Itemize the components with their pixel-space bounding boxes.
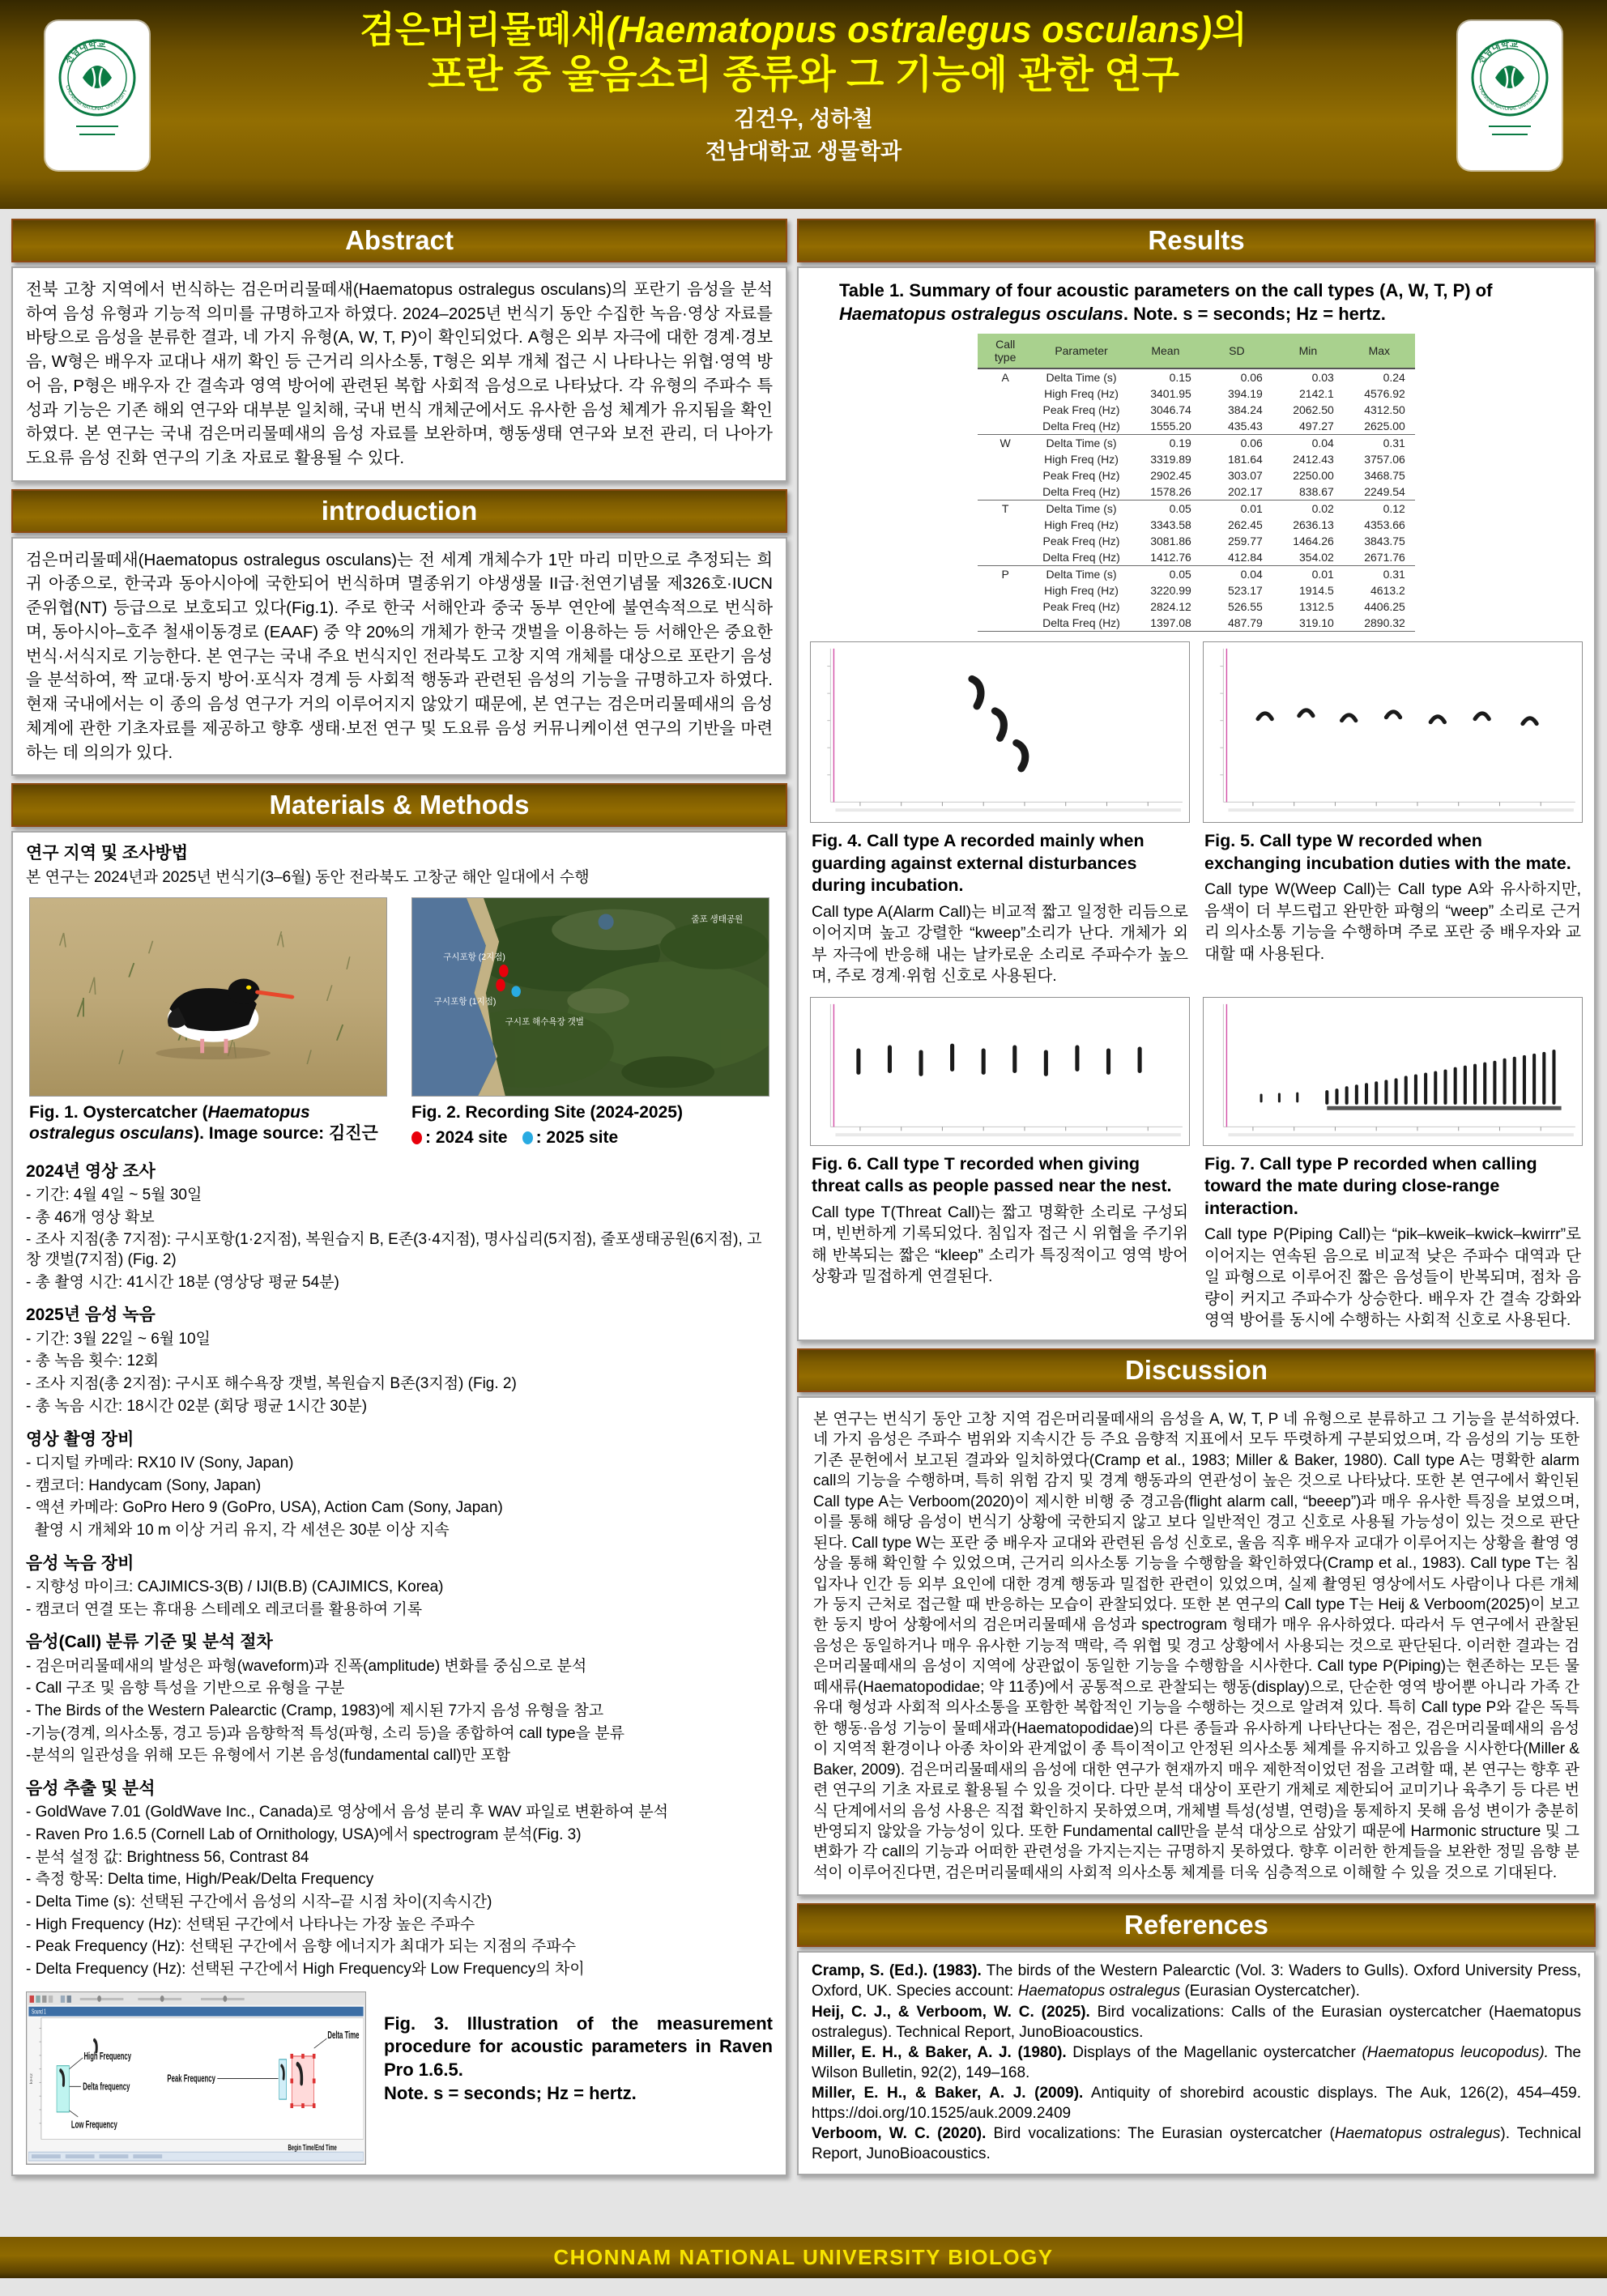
method-line: - 기간: 4월 4일 ~ 5월 30일 xyxy=(26,1186,202,1204)
fig3-selection-box xyxy=(290,2054,315,2108)
method-line: - 액션 카메라: GoPro Hero 9 (GoPro, USA), Action Cam (Sony, Japan) xyxy=(26,1499,503,1517)
logo-english-text: CHONNAM NATIONAL UNIVERSITY xyxy=(1477,84,1541,113)
figure-3-caption xyxy=(384,2013,773,2105)
table-cell: Delta Time (s) xyxy=(1046,371,1117,385)
reference-item xyxy=(812,2043,1581,2083)
poster-title-line1 xyxy=(0,10,1607,50)
table-cell: High Freq (Hz) xyxy=(1044,453,1119,466)
methods-section-header: Materials & Methods xyxy=(11,783,787,827)
table-row xyxy=(978,418,1415,435)
site-2024-dot-icon xyxy=(411,1131,422,1144)
col-header-mean: Mean xyxy=(1130,334,1201,368)
right-column xyxy=(797,219,1596,2183)
references-section-header: References xyxy=(797,1903,1596,1947)
col-header-parameter: Parameter xyxy=(1033,334,1130,368)
table-cell xyxy=(978,615,1033,632)
figure-4-caption: Fig. 4. Call type A recorded mainly when guarding against external disturbances during incubation. xyxy=(812,831,1145,896)
table-cell: 1412.76 xyxy=(1150,551,1191,564)
method-line: - Call 구조 및 음향 특성을 기반으로 유형을 구분 xyxy=(26,1680,345,1698)
discussion-body: 본 연구는 번식기 동안 고창 지역 검은머리물떼새의 음성을 A, W, T, P 네 유형으로 분류하고 그 기능을 분석하였다. 네 가지 음성은 주파수 범위와 지속시간 등 주요 음향적 지표에서 모두 뚜렷하게 구분되었으며, 각 음성의 기능 또한 기존 문헌에서 보고된 결과와 일치하였다(Cramp et al., 1983; Miller & Baker, 1980). Call type A는 명확한 alarm call의 기능을 수행하며, 특히 위험 감지 및 경계 행동과의 연관성이 높은 것으로 나타났다. 또한 본 연구에서 확인된 Call type A는 Verboom(2020)이 제시한 비행 중 경고음(flight alarm call, “beeep”)과 매우 유사한 특징을 보였으며, 이를 통해 해당 음성이 번식기 상황에 국한되지 않고 보다 일반적인 경고 신호로 사용될 가능성이 있는 것으로 판단된다. Call type W는 포란 중 배우자 교대와 관련된 음성 신호로, 울음 직후 배우자 교대가 이루어지는 상황을 촬영 영상을 통해 확인할 수 있었으며, 근거리 의사소통 기능을 수행함을 확인하였다(Cramp et al., 1983). Call type T는 침입자나 인간 등 외부 요인에 대한 경계 행동과 밀접한 관련이 있었으며, 실제 촬영된 영상에서도 사람이나 다른 개체가 둥지 근처로 접근할 때 반응하는 모습이 관찰되었다. 또한 본 연구의 Call type T는 Heij & Verboom(2025)이 보고한 둥지 방어 상황에서의 검은머리물떼새 음성과 spectrogram 형태가 매우 유사하였다. 따라서 두 연구에서 관찰된 음성은 동일하거나 매우 유사한 기능적 맥락, 즉 위협 및 경고 상황에서 사용되는 것으로 판단된다. 이러한 결과는 검은머리물떼새의 음성이 지역에 상관없이 동일한 기능을 수행함을 시사한다. Call type P(Piping)는 현존하는 모든 물떼새류(Haematopodidae; 약 11종)에서 공통적으로 관찰되는 행동(display)으로, 단순한 영역 방어뿐 아니라 가족 간 유대 형성과 사회적 의사소통을 포함한 복합적인 기능을 수행하는 것으로 알려져 있다. 특히 Call type P와 같은 독특한 행동·음성 기능이 물떼새과(Haematopodidae)의 다른 종들과 유사하게 나타난다는 점은, 검은머리물떼새의 음성이 지역적 환경이나 아종 차이와 관계없이 종 특이적이고 안정된 의사소통 체계를 유지하고 있음을 시사한다(Miller & Baker, 2009). 검은머리물떼새의 음성에 대한 연구가 현재까지 매우 제한적이었던 점을 고려할 때, 본 연구는 향후 관련 연구의 기초 자료로 활용될 수 있을 것이다. 다만 분석 대상이 포란기 개체로 제한되어 교미기나 육추기 등 다른 번식 단계에서의 음성 사용은 직접 확인하지 못하였으며, 개체별 특성(성별, 연령)을 통제하지 못해 음성 변이가 충분히 반영되지 않았을 가능성이 있다. 또한 Fundamental call만을 분석 대상으로 삼았기 때문에 Harmonic structure 및 그 변화가 각 call의 기능과 어떠한 관련성을 가지는지는 규명하지 못하였다. 향후 이러한 한계들을 보완한 정밀 음향 분석이 이루어진다면, 검은머리물떼새의 사회적 의사소통 체계를 더욱 심층적으로 이해할 수 있을 것으로 기대된다. xyxy=(797,1396,1596,1896)
table-cell: A xyxy=(1001,371,1009,385)
methods-block-heading: 2024년 영상 조사 xyxy=(26,1161,156,1181)
svg-text:Sound 1: Sound 1 xyxy=(31,2008,46,2016)
fig3-high-frequency-label: High Frequency xyxy=(83,2050,132,2063)
title-species-latin: (Haematopus ostralegus osculans) xyxy=(606,9,1213,50)
table-cell: 2249.54 xyxy=(1364,485,1405,499)
figure-1-caption xyxy=(29,1102,387,1145)
method-line: -분석의 일관성을 위해 모든 유형에서 기본 음성(fundamental call)만 포함 xyxy=(26,1747,511,1765)
table-cell: 303.07 xyxy=(1228,469,1263,483)
references-body xyxy=(797,1951,1596,2175)
site-2025-dot-icon xyxy=(522,1131,533,1144)
reference-text: ). Technical Report, JunoBioacoustics. xyxy=(812,2124,1582,2163)
table-cell: 435.43 xyxy=(1228,420,1263,433)
table-cell: 2902.45 xyxy=(1150,469,1191,483)
figure-2-caption: Fig. 2. Recording Site (2024-2025) xyxy=(411,1103,683,1122)
left-column xyxy=(11,219,787,2183)
methods-area-body: 본 연구는 2024년과 2025년 번식기(3–6월) 동안 전라북도 고창군 해안 일대에서 수행 xyxy=(26,868,590,886)
table-cell: Delta Time (s) xyxy=(1046,437,1117,450)
table-title-species: Haematopus ostralegus osculans xyxy=(839,303,1123,324)
methods-body xyxy=(11,831,787,2176)
reference-text: The birds of the Western Palearctic (Vol. 3: Waders to Gulls). Oxford University Press, Oxford, UK. Species account: xyxy=(812,1962,1581,2000)
table-cell: 202.17 xyxy=(1228,485,1263,499)
table-cell xyxy=(978,402,1033,418)
reference-text: Bird vocalizations: The Eurasian oystercatcher ( xyxy=(986,2124,1335,2142)
reference-item xyxy=(812,1961,1581,2001)
table-cell: 526.55 xyxy=(1228,600,1263,614)
figure-5-body: Call type W(Weep Call)는 Call type A와 유사하지만, 음색이 더 부드럽고 완만한 파형의 “weep” 소리로 근거리 의사소통 기능을 수행하며 주로 포란 중 배우자와 교대할 때 사용된다. xyxy=(1204,880,1581,963)
table-cell: 4576.92 xyxy=(1364,387,1405,401)
reference-italic: Haematopus ostralegus xyxy=(1334,2124,1501,2142)
table-cell: 0.05 xyxy=(1169,502,1191,516)
table-row xyxy=(978,549,1415,566)
table-cell: 1312.5 xyxy=(1299,600,1334,614)
table-row xyxy=(978,533,1415,549)
table-header-row xyxy=(978,334,1415,368)
svg-text:kHz: kHz xyxy=(29,2072,34,2085)
table-row xyxy=(978,517,1415,533)
table-cell: 0.04 xyxy=(1311,437,1334,450)
table-cell: Peak Freq (Hz) xyxy=(1042,535,1120,548)
table-cell: High Freq (Hz) xyxy=(1044,387,1119,401)
table-cell: 4353.66 xyxy=(1364,518,1405,532)
table-cell: 2250.00 xyxy=(1293,469,1334,483)
methods-block-heading: 음성(Call) 분류 기준 및 분석 절차 xyxy=(26,1633,273,1652)
method-line: - 측정 항목: Delta time, High/Peak/Delta Frequency xyxy=(26,1871,374,1889)
legend-2024-label: : 2024 site xyxy=(425,1128,508,1148)
methods-block-lines xyxy=(26,1186,773,1293)
methods-block-heading: 2025년 음성 녹음 xyxy=(26,1306,156,1325)
table-cell: 1555.20 xyxy=(1150,420,1191,433)
method-line: - 분석 설정 값: Brightness 56, Contrast 84 xyxy=(26,1848,309,1866)
spectrogram-row-1 xyxy=(810,641,1583,987)
methods-block-lines xyxy=(26,1454,773,1541)
methods-block-lines xyxy=(26,1330,773,1417)
table-row xyxy=(978,435,1415,452)
spectrogram-call-w xyxy=(1203,641,1583,823)
table-cell: 181.64 xyxy=(1228,453,1263,466)
table-row xyxy=(978,483,1415,501)
abstract-body: 전북 고창 지역에서 번식하는 검은머리물떼새(Haematopus ostralegus osculans)의 포란기 음성을 분석하여 음성 유형과 기능적 의미를 규명하고자 하였다. 2024–2025년 번식기 동안 수집한 녹음·영상 자료를 바탕으로 음성을 분류한 결과, 네 가지 유형(A, W, T, P)이 확인되었다. A형은 외부 자극에 대한 경계·경보 음, W형은 배우자 교대나 새끼 확인 등 근거리 의사소통, T형은 외부 개체 접근 시 나타나는 위협·영역 방어 음, P형은 배우자 간 결속과 영역 방어에 관련된 복합 사회적 음성으로 나타났다. 각 유형의 주파수 특성과 기능은 기존 해외 연구와 대부분 일치해, 국내 번식 개체군에서도 유사한 음성 체계가 유지됨을 확인하였다. 본 연구는 국내 검은머리물떼새의 음성 자료를 보완하며, 행동생태 연구와 보전 관리, 더 나아가 도요류 음성 진화 연구의 기초 자료로 활용될 수 있다. xyxy=(11,266,787,482)
table-cell: 262.45 xyxy=(1228,518,1263,532)
reference-item xyxy=(812,2002,1581,2043)
table-row xyxy=(978,402,1415,418)
authors: 김건우, 성하철 xyxy=(734,106,873,131)
table-cell xyxy=(978,483,1033,501)
table-cell: 4613.2 xyxy=(1370,584,1405,598)
figure-7-body: Call type P(Piping Call)는 “pik–kweik–kwick–kwirrr”로 이어지는 연속된 음으로 비교적 낮은 주파수 대역과 단일 파형으로 이루어진 짧은 음성들이 반복되며, 점차 음량이 커지고 주파수가 상승한다. 배우자 간 결속 강화와 영역 방어를 동시에 수행하는 사회적 신호로 사용된다. xyxy=(1204,1225,1581,1330)
col-header-call-type: Call type xyxy=(978,334,1033,368)
footer-text: CHONNAM NATIONAL UNIVERSITY BIOLOGY xyxy=(553,2245,1054,2269)
table-cell: 259.77 xyxy=(1228,535,1263,548)
recording-site-map xyxy=(411,897,769,1097)
table-cell: 354.02 xyxy=(1299,551,1334,564)
table-cell: 2412.43 xyxy=(1293,453,1334,466)
university-seal-left xyxy=(45,21,149,170)
figure-2-legend xyxy=(411,1127,769,1148)
method-line: - Peak Frequency (Hz): 선택된 구간에서 음향 에너지가 최대가 되는 지점의 주파수 xyxy=(26,1938,577,1956)
table-cell: 394.19 xyxy=(1228,387,1263,401)
table-row xyxy=(978,501,1415,518)
figure-7-block xyxy=(1203,997,1583,1331)
table-cell: 3319.89 xyxy=(1150,453,1191,466)
spectrogram-call-a xyxy=(810,641,1190,823)
poster-title-line2: 포란 중 울음소리 종류와 그 기능에 관한 연구 xyxy=(428,53,1179,96)
fig1-caption-species: Haematopus ostralegus osculans xyxy=(29,1103,310,1144)
table-cell: 384.24 xyxy=(1228,403,1263,417)
table-cell xyxy=(978,386,1033,402)
methods-block-video-equipment xyxy=(26,1429,773,1541)
results-body xyxy=(797,266,1596,1341)
col-header-sd: SD xyxy=(1201,334,1272,368)
affiliation: 전남대학교 생물학과 xyxy=(705,138,902,164)
table-cell: 3757.06 xyxy=(1364,453,1405,466)
reference-authors: Miller, E. H., & Baker, A. J. (2009). xyxy=(812,2084,1084,2102)
figure-4-block xyxy=(810,641,1190,987)
table-cell: 0.03 xyxy=(1311,371,1334,385)
fig3-peak-frequency-label: Peak Frequency xyxy=(167,2072,215,2085)
table-cell: Delta Time (s) xyxy=(1046,502,1117,516)
table-cell: Peak Freq (Hz) xyxy=(1042,469,1120,483)
map-label: 구시포항 (2지점) xyxy=(443,952,505,963)
methods-block-lines xyxy=(26,1578,773,1620)
table-cell: 3081.86 xyxy=(1150,535,1191,548)
table-cell: 1464.26 xyxy=(1293,535,1334,548)
methods-figure-row xyxy=(29,897,769,1149)
col-header-min: Min xyxy=(1272,334,1344,368)
table-cell xyxy=(978,451,1033,467)
table-row xyxy=(978,566,1415,583)
table-row xyxy=(978,582,1415,598)
table-cell: 3220.99 xyxy=(1150,584,1191,598)
table-cell: Delta Freq (Hz) xyxy=(1042,485,1120,499)
method-line: - 지향성 마이크: CAJIMICS-3(B) / IJI(B.B) (CAJIMICS, Korea) xyxy=(26,1578,444,1595)
map-label: 구시포 해수욕장 갯벌 xyxy=(505,1017,584,1028)
fig3-note-text: Note. s = seconds; Hz = hertz. xyxy=(384,2082,637,2103)
table-cell: 3343.58 xyxy=(1150,518,1191,532)
table-cell: 2625.00 xyxy=(1364,420,1405,433)
method-line: - 디지털 카메라: RX10 IV (Sony, Japan) xyxy=(26,1454,294,1472)
table-cell: 2671.76 xyxy=(1364,551,1405,564)
reference-text: Displays of the Magellanic oystercatcher xyxy=(1066,2043,1362,2061)
spectrogram-call-t xyxy=(810,997,1190,1146)
methods-block-lines xyxy=(26,1803,773,1980)
logo-korean-text: 전남대학교 xyxy=(62,39,107,66)
map-label: 줄포 생태공원 xyxy=(691,914,744,925)
table-row xyxy=(978,615,1415,632)
fig3-caption-text: Fig. 3. Illustration of the measurement procedure for acoustic parameters in Raven Pro 1.6.5. xyxy=(384,2013,773,2080)
method-line: - Delta Frequency (Hz): 선택된 구간에서 High Frequency와 Low Frequency의 차이 xyxy=(26,1961,585,1979)
table-cell: 0.06 xyxy=(1240,437,1263,450)
methods-block-heading: 영상 촬영 장비 xyxy=(26,1429,134,1449)
method-line: -기능(경계, 의사소통, 경고 등)과 음향학적 특성(파형, 소리 등)을 종합하여 call type을 분류 xyxy=(26,1724,624,1742)
table-row xyxy=(978,368,1415,386)
table-cell: 412.84 xyxy=(1228,551,1263,564)
fig1-caption-part: Fig. 1. Oystercatcher ( xyxy=(29,1103,208,1122)
figure-5-caption: Fig. 5. Call type W recorded when exchanging incubation duties with the mate. xyxy=(1204,831,1571,873)
table-cell: 2142.1 xyxy=(1299,387,1334,401)
table-cell: P xyxy=(1001,568,1009,581)
methods-block-extraction xyxy=(26,1778,773,1980)
title-korean-prefix: 검은머리물떼새 xyxy=(360,9,607,50)
table-cell: 497.27 xyxy=(1299,420,1334,433)
figure-6-block xyxy=(810,997,1190,1331)
figure-3-row xyxy=(26,1991,773,2165)
table-cell: High Freq (Hz) xyxy=(1044,518,1119,532)
table-cell: 0.02 xyxy=(1311,502,1334,516)
table-cell: 0.12 xyxy=(1383,502,1405,516)
method-line: - 조사 지점(총 2지점): 구시포 해수욕장 갯벌, 복원습지 B존(3지점) (Fig. 2) xyxy=(26,1375,517,1393)
table-cell: Delta Time (s) xyxy=(1046,568,1117,581)
table-cell: Peak Freq (Hz) xyxy=(1042,600,1120,614)
table-cell: 0.31 xyxy=(1383,568,1405,581)
fig3-delta-frequency-label: Delta frequency xyxy=(83,2081,130,2093)
figure-6-body: Call type T(Threat Call)는 짧고 명확한 소리로 구성되며, 빈번하게 기록되었다. 침입자 접근 시 위협을 주기위해 반복되는 짧은 “kleep” 소리가 특징적이고 영역 방어 상황과 밀접하게 연결된다. xyxy=(812,1203,1188,1286)
table-cell: 3046.74 xyxy=(1150,403,1191,417)
method-line: - 기간: 3월 22일 ~ 6월 10일 xyxy=(26,1330,211,1348)
table-cell: Delta Freq (Hz) xyxy=(1042,420,1120,433)
poster-header xyxy=(0,0,1607,209)
methods-block-heading: 음성 추출 및 분석 xyxy=(26,1778,156,1798)
table-cell: 0.24 xyxy=(1383,371,1405,385)
table-title-part: Table 1. Summary of four acoustic parameters on the call types (A, W, T, P) of xyxy=(839,280,1493,300)
method-line: - GoldWave 7.01 (GoldWave Inc., Canada)로 영상에서 음성 분리 후 WAV 파일로 변환하여 분석 xyxy=(26,1804,668,1821)
site-2025-dot-icon xyxy=(511,986,520,998)
method-line: - 캠코더: Handycam (Sony, Japan) xyxy=(26,1476,262,1494)
method-line: - 총 녹음 횟수: 12회 xyxy=(26,1352,159,1370)
table-cell: 523.17 xyxy=(1228,584,1263,598)
raven-pro-screenshot xyxy=(26,1991,366,2165)
method-line: - 캠코더 연결 또는 휴대용 스테레오 레코더를 활용하여 기록 xyxy=(26,1600,423,1618)
table-cell xyxy=(978,418,1033,435)
legend-2025-label: : 2025 site xyxy=(535,1128,619,1148)
table-cell: 2636.13 xyxy=(1293,518,1334,532)
table-cell: 1578.26 xyxy=(1150,485,1191,499)
spectrogram-call-p xyxy=(1203,997,1583,1146)
figure-7-caption: Fig. 7. Call type P recorded when calling toward the mate during close-range interaction. xyxy=(1204,1153,1537,1218)
table-body xyxy=(978,368,1415,632)
reference-authors: Miller, E. H., & Baker, A. J. (1980). xyxy=(812,2043,1067,2061)
method-line: - 총 녹음 시간: 18시간 02분 (회당 평균 1시간 30분) xyxy=(26,1397,368,1415)
figure-4-body: Call type A(Alarm Call)는 비교적 짧고 일정한 리듬으로 이어지며 높고 강렬한 “kweep”소리가 난다. 개체가 외부 자극에 반응해 내는 날카로운 소리로 주파수가 높으며, 주로 경계·위험 신호로 사용된다. xyxy=(812,902,1188,986)
svg-text:전남대학교 xyxy=(62,38,107,66)
table-cell xyxy=(978,517,1033,533)
method-line: - Delta Time (s): 선택된 구간에서 음성의 시작–끝 시점 차이(지속시간) xyxy=(26,1893,492,1911)
table-cell: 0.04 xyxy=(1240,568,1263,581)
table-cell: 3843.75 xyxy=(1364,535,1405,548)
table-cell: Delta Freq (Hz) xyxy=(1042,551,1120,564)
methods-area-heading: 연구 지역 및 조사방법 xyxy=(26,844,189,863)
table-cell: 0.06 xyxy=(1240,371,1263,385)
reference-item xyxy=(812,2083,1581,2123)
reference-italic: (Haematopus leucopodus). xyxy=(1362,2043,1549,2061)
table-cell: 0.01 xyxy=(1311,568,1334,581)
table-cell: Peak Freq (Hz) xyxy=(1042,403,1120,417)
reference-text: Antiquity of shorebird acoustic displays. The Auk, 126(2), 454–459. https://doi.org/10.1525/auk.2009.2409 xyxy=(812,2084,1581,2122)
table-cell xyxy=(978,582,1033,598)
table-cell: 1397.08 xyxy=(1150,616,1191,630)
title-korean-suffix: 의 xyxy=(1212,9,1247,50)
oystercatcher-photo xyxy=(29,897,387,1097)
university-seal-icon xyxy=(1464,28,1555,164)
table-row xyxy=(978,451,1415,467)
introduction-section-header: introduction xyxy=(11,489,787,533)
university-seal-right xyxy=(1458,21,1562,170)
table-cell: Delta Freq (Hz) xyxy=(1042,616,1120,630)
table-1-title xyxy=(839,279,1563,326)
abstract-section-header: Abstract xyxy=(11,219,787,262)
methods-block-2025 xyxy=(26,1304,773,1416)
map-label: 구시포항 (1지점) xyxy=(433,996,497,1007)
reference-text: The Wilson Bulletin, 92(2), 149–168. xyxy=(812,2043,1581,2081)
results-section-header: Results xyxy=(797,219,1596,262)
site-2024-dot-icon xyxy=(496,979,505,992)
table-cell: High Freq (Hz) xyxy=(1044,584,1119,598)
method-line: - 조사 지점(총 7지점): 구시포항(1·2지점), 복원습지 B, E존(3·4지점), 명사십리(5지점), 줄포생태공원(6지점), 고창 갯벌(7지점) (Fig. 2) xyxy=(26,1231,762,1269)
table-title-part: . Note. s = seconds; Hz = hertz. xyxy=(1123,303,1386,324)
method-line: - 총 46개 영상 확보 xyxy=(26,1208,155,1226)
table-row xyxy=(978,598,1415,615)
table-row xyxy=(978,386,1415,402)
reference-text: (Eurasian Oystercatcher). xyxy=(1180,1983,1360,2000)
table-cell: 2890.32 xyxy=(1364,616,1405,630)
table-cell: W xyxy=(1000,437,1011,450)
table-cell: 3401.95 xyxy=(1150,387,1191,401)
poster-footer xyxy=(0,2237,1607,2278)
table-cell xyxy=(978,467,1033,483)
table-cell: 4312.50 xyxy=(1364,403,1405,417)
svg-text:전남대학교 xyxy=(1474,38,1520,66)
method-line: - 검은머리물떼새의 발성은 파형(waveform)과 진폭(amplitude) 변화를 중심으로 분석 xyxy=(26,1657,587,1675)
method-line: 촬영 시 개체와 10 m 이상 거리 유지, 각 세션은 30분 이상 지속 xyxy=(26,1521,450,1539)
acoustic-parameters-table xyxy=(978,334,1415,632)
table-cell: 838.67 xyxy=(1299,485,1334,499)
methods-block-heading: 음성 녹음 장비 xyxy=(26,1553,134,1573)
figure-5-block xyxy=(1203,641,1583,987)
table-cell: 0.15 xyxy=(1169,371,1191,385)
reference-authors: Cramp, S. (Ed.). (1983). xyxy=(812,1962,982,1980)
table-cell: 319.10 xyxy=(1299,616,1334,630)
table-cell: 0.19 xyxy=(1169,437,1191,450)
table-cell: 487.79 xyxy=(1228,616,1263,630)
method-line: - High Frequency (Hz): 선택된 구간에서 나타나는 가장 높은 주파수 xyxy=(26,1915,475,1933)
method-line: - The Birds of the Western Palearctic (Cramp, 1983)에 제시된 7가지 음성 유형을 참고 xyxy=(26,1702,604,1719)
spectrogram-row-2 xyxy=(810,997,1583,1331)
figure-2-block xyxy=(411,897,769,1149)
fig3-delta-time-label: Delta Time xyxy=(327,2030,360,2042)
table-cell: 0.05 xyxy=(1169,568,1191,581)
table-cell: 3468.75 xyxy=(1364,469,1405,483)
reference-authors: Heij, C. J., & Verboom, W. C. (2025). xyxy=(812,2003,1090,2021)
logo-english-text: CHONNAM NATIONAL UNIVERSITY xyxy=(64,84,129,113)
table-row xyxy=(978,467,1415,483)
reference-text: Bird vocalizations: Calls of the Eurasian oystercatcher (Haematopus ostralegus). Technical Report, JunoBioacoustics. xyxy=(812,2003,1581,2041)
table-cell: T xyxy=(1001,502,1009,516)
method-line: - 총 촬영 시간: 41시간 18분 (영상당 평균 54분) xyxy=(26,1273,339,1291)
table-cell: 4406.25 xyxy=(1364,600,1405,614)
table-cell: 2824.12 xyxy=(1150,600,1191,614)
reference-italic: Haematopus ostralegus xyxy=(1017,1983,1181,2000)
methods-block-classification xyxy=(26,1631,773,1766)
discussion-section-header: Discussion xyxy=(797,1348,1596,1392)
figure-1-block xyxy=(29,897,387,1149)
methods-block-2024 xyxy=(26,1161,773,1293)
methods-block-audio-equipment xyxy=(26,1553,773,1621)
col-header-max: Max xyxy=(1344,334,1415,368)
figure-6-caption: Fig. 6. Call type T recorded when giving threat calls as people passed near the nest. xyxy=(812,1153,1172,1196)
table-cell: 2062.50 xyxy=(1293,403,1334,417)
site-2024-dot-icon xyxy=(499,965,508,978)
method-line: - Raven Pro 1.6.5 (Cornell Lab of Ornithology, USA)에서 spectrogram 분석(Fig. 3) xyxy=(26,1825,582,1843)
table-cell xyxy=(978,598,1033,615)
methods-block-lines xyxy=(26,1657,773,1766)
table-cell: 0.01 xyxy=(1240,502,1263,516)
fig3-low-frequency-label: Low Frequency xyxy=(70,2119,117,2132)
university-seal-icon xyxy=(52,28,143,164)
reference-item xyxy=(812,2123,1581,2164)
reference-authors: Verboom, W. C. (2020). xyxy=(812,2124,987,2142)
table-cell: 0.31 xyxy=(1383,437,1405,450)
table-cell xyxy=(978,533,1033,549)
table-cell: 1914.5 xyxy=(1299,584,1334,598)
logo-korean-text: 전남대학교 xyxy=(1475,39,1520,66)
introduction-body: 검은머리물떼새(Haematopus ostralegus osculans)는 전 세계 개체수가 1만 마리 미만으로 추정되는 희귀 아종으로, 한국과 동아시아에 국한되어 번식하며 멸종위기 야생생물 II급·천연기념물 제326호·IUCN 준위협(NT) 등급으로 보호되고 있다(Fig.1). 주로 한국 서해안과 중국 동부 연안에 불연속적으로 번식하며, 동아시아–호주 철새이동경로 (EAAF) 중 약 20%의 개체가 한국 갯벌을 이용하는 등 서해안은 중요한 번식·서식지로 기능한다. 본 연구는 국내 주요 번식지인 전라북도 고창 지역 개체를 대상으로 포란기 음성을 분석하여, 짝 교대·둥지 방어·포식자 경계 등 사회적 행동과 관련된 음성의 기능을 규명하고자 하였다. 현재 국내에서는 이 종의 음성 연구가 거의 이루어지지 않았기 때문에, 본 연구는 검은머리물떼새의 음성 체계에 관한 기초자료를 제공하고 향후 생태·보전 연구 및 도요류 음성 커뮤니케이션 연구의 기반을 마련하는 데 의의가 있다. xyxy=(11,537,787,776)
fig3-begin-end-label: Begin Time/End Time xyxy=(288,2143,337,2153)
fig1-caption-part: ). Image source: 김진근 xyxy=(194,1124,378,1144)
table-cell xyxy=(978,549,1033,566)
